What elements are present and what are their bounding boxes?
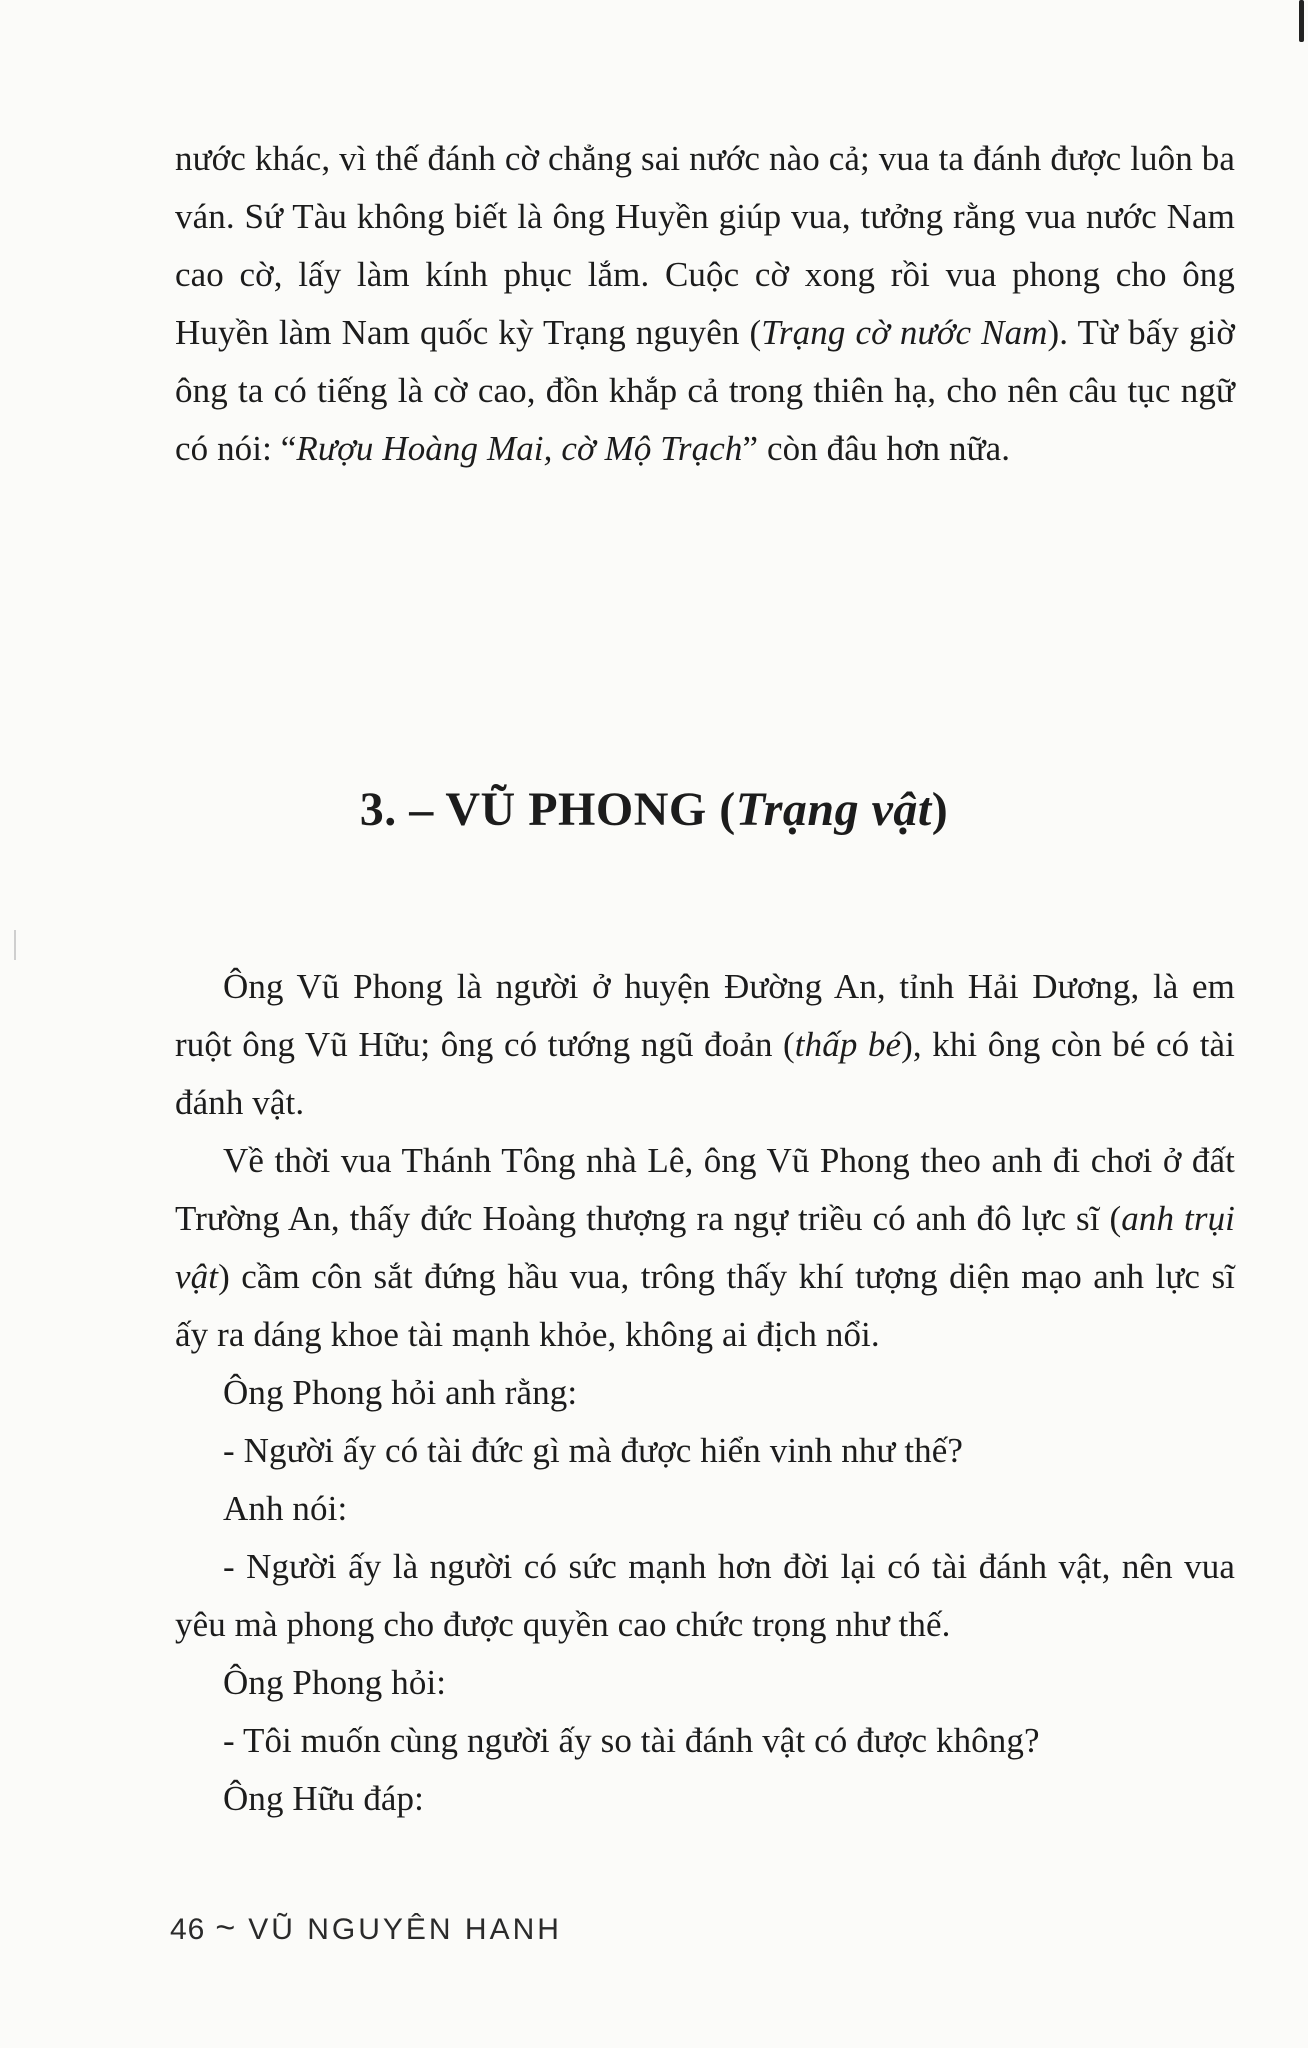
section-heading	[0, 780, 1308, 840]
italic-text: Rượu Hoàng Mai, cờ Mộ Trạch	[296, 429, 743, 468]
paragraph	[175, 1480, 1235, 1538]
text-run: Ông Phong hỏi anh rằng:	[223, 1373, 578, 1412]
italic-text: Trạng cờ nước Nam	[761, 313, 1048, 352]
text-run: Ông Phong hỏi:	[223, 1663, 447, 1702]
italic-text: thấp bé	[794, 1025, 902, 1064]
text-run: ), khi ông còn bé có tài đánh vật.	[175, 1025, 1236, 1122]
continued-paragraph	[175, 130, 1235, 478]
author-name: VŨ NGUYÊN HANH	[248, 1913, 562, 1946]
text-run: ) cầm côn sắt đứng hầu vua, trông thấy khí tượng diện mạo anh lực sĩ ấy ra dáng khoe tài mạnh khỏe, không ai địch nổi.	[175, 1257, 1235, 1354]
paragraph	[175, 1770, 1235, 1828]
page-edge-mark	[1299, 0, 1304, 42]
paragraph	[175, 130, 1235, 478]
paragraph	[175, 958, 1235, 1132]
italic-text: anh trụi vật	[175, 1199, 1235, 1296]
paragraph	[175, 1422, 1235, 1480]
section-heading-number: 3. – VŨ PHONG (	[359, 782, 736, 836]
paragraph	[175, 1654, 1235, 1712]
section-body	[175, 958, 1235, 1828]
section-heading-close: )	[931, 782, 949, 836]
section-heading-subtitle: Trạng vật	[735, 782, 932, 836]
text-run: - Người ấy có tài đức gì mà được hiển vinh như thế?	[223, 1431, 964, 1470]
text-run: Anh nói:	[223, 1489, 348, 1528]
text-run: ). Từ bấy giờ ông ta có tiếng là cờ cao, đồn khắp cả trong thiên hạ, cho nên câu tục ngữ có nói: “	[175, 313, 1235, 468]
paragraph	[175, 1132, 1235, 1364]
text-run: Ông Vũ Phong là người ở huyện Đường An, tỉnh Hải Dương, là em ruột ông Vũ Hữu; ông có tướng ngũ đoản (	[175, 967, 1235, 1064]
paragraph	[175, 1364, 1235, 1422]
text-run: Ông Hữu đáp:	[223, 1779, 424, 1818]
paragraph	[175, 1712, 1235, 1770]
footer-separator: ~	[215, 1909, 239, 1947]
paragraph	[175, 1538, 1235, 1654]
text-run: Về thời vua Thánh Tông nhà Lê, ông Vũ Phong theo anh đi chơi ở đất Trường An, thấy đức Hoàng thượng ra ngự triều có anh đô lực sĩ (	[175, 1141, 1235, 1238]
page-footer	[170, 1908, 562, 1950]
margin-mark	[14, 930, 16, 960]
text-run: ” còn đâu hơn nữa.	[742, 429, 1011, 468]
page-number: 46	[170, 1913, 206, 1946]
text-run: nước khác, vì thế đánh cờ chẳng sai nước nào cả; vua ta đánh được luôn ba ván. Sứ Tàu không biết là ông Huyền giúp vua, tưởng rằng vua nước Nam cao cờ, lấy làm kính phục lắm. Cuộc cờ xong rồi vua phong cho ông Huyền làm Nam quốc kỳ Trạng nguyên (	[175, 139, 1235, 352]
text-run: - Người ấy là người có sức mạnh hơn đời lại có tài đánh vật, nên vua yêu mà phong cho được quyền cao chức trọng như thế.	[175, 1547, 1235, 1644]
text-run: - Tôi muốn cùng người ấy so tài đánh vật có được không?	[223, 1721, 1040, 1760]
